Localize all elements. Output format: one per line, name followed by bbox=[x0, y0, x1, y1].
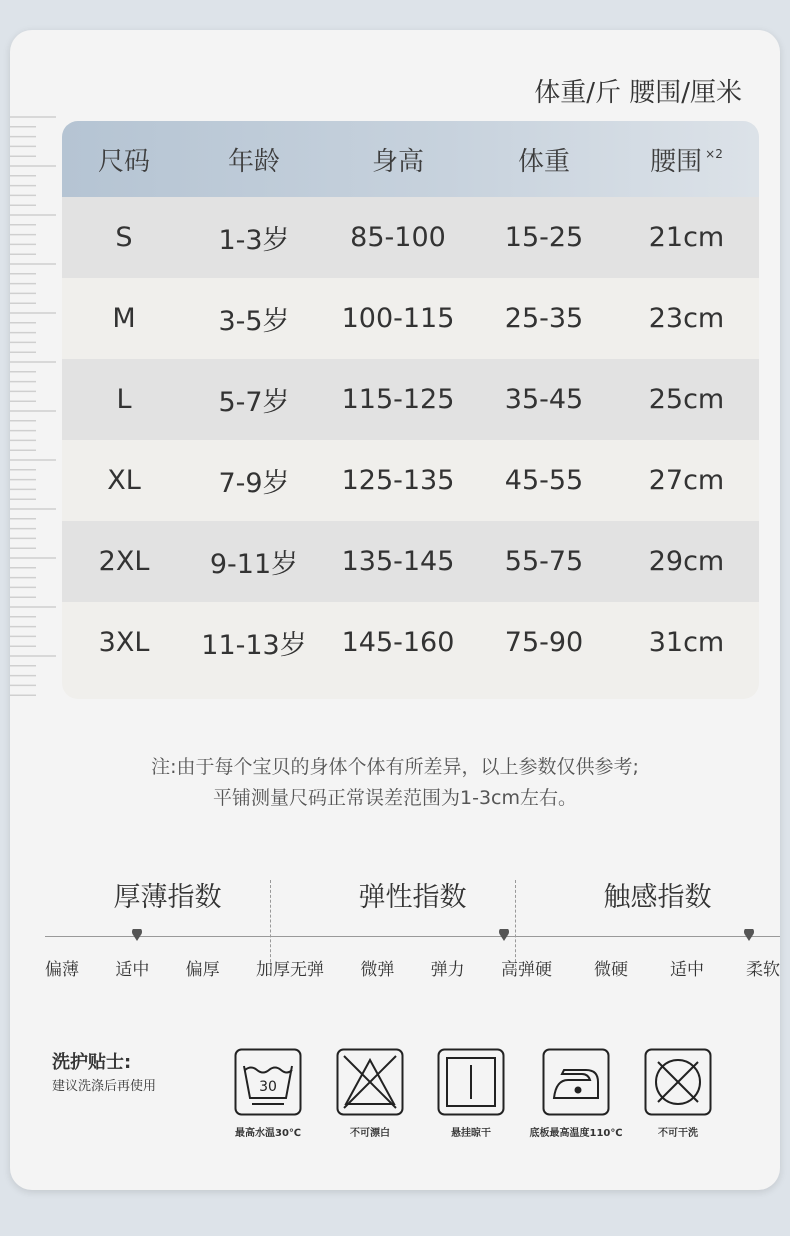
care-label-wash: 最高水温30℃ bbox=[234, 1128, 302, 1139]
care-label-no-bleach: 不可漂白 bbox=[350, 1128, 390, 1139]
cell-waist: 23cm bbox=[648, 303, 725, 334]
hang-dry-icon bbox=[437, 1048, 505, 1116]
header-age: 年龄 bbox=[227, 146, 280, 177]
table-row bbox=[62, 602, 759, 683]
cell-height: 145-160 bbox=[341, 627, 455, 658]
table-row bbox=[62, 440, 759, 521]
index-thickness bbox=[45, 880, 290, 980]
cell-waist: 27cm bbox=[648, 465, 725, 496]
cell-age: 11-13岁 bbox=[201, 630, 307, 661]
cell-waist: 25cm bbox=[648, 384, 725, 415]
index-track bbox=[45, 936, 290, 937]
cell-size: L bbox=[116, 384, 132, 415]
cell-size: XL bbox=[107, 465, 141, 496]
cell-weight: 75-90 bbox=[504, 627, 584, 658]
care-item-no-dry-clean bbox=[618, 1048, 738, 1139]
index-marker-icon bbox=[744, 929, 754, 941]
index-track bbox=[535, 936, 780, 937]
care-subtitle: 建议洗涤后再使用 bbox=[52, 1079, 157, 1094]
cell-age: 7-9岁 bbox=[218, 468, 290, 499]
index-level: 偏厚 bbox=[185, 960, 220, 980]
index-title: 触感指数 bbox=[603, 882, 712, 913]
cell-age: 9-11岁 bbox=[209, 549, 299, 580]
index-levels bbox=[535, 955, 780, 980]
cell-height: 85-100 bbox=[350, 222, 446, 253]
table-header bbox=[62, 121, 759, 197]
cell-size: 3XL bbox=[98, 627, 150, 658]
index-title: 弹性指数 bbox=[358, 882, 467, 913]
index-level: 适中 bbox=[115, 960, 150, 980]
care-label-hang-dry: 悬挂晾干 bbox=[451, 1128, 491, 1139]
iron-110-icon bbox=[542, 1048, 610, 1116]
index-level: 无弹 bbox=[290, 960, 324, 980]
unit-note: 体重/斤 腰围/厘米 bbox=[534, 78, 742, 108]
table-row bbox=[62, 197, 759, 278]
care-title: 洗护贴士: bbox=[52, 1052, 132, 1073]
index-marker-icon bbox=[499, 929, 509, 941]
cell-weight: 45-55 bbox=[504, 465, 584, 496]
cell-size: M bbox=[112, 303, 136, 334]
header-waist bbox=[614, 141, 759, 178]
cell-weight: 15-25 bbox=[504, 222, 584, 253]
index-divider bbox=[515, 880, 516, 972]
cell-height: 100-115 bbox=[341, 303, 455, 334]
header-height: 身高 bbox=[371, 146, 424, 177]
table-row bbox=[62, 278, 759, 359]
header-waist-label: 腰围 bbox=[650, 146, 703, 177]
wash-30-icon bbox=[234, 1048, 302, 1116]
index-levels bbox=[290, 955, 535, 980]
cell-age: 5-7岁 bbox=[218, 387, 290, 418]
index-elasticity bbox=[290, 880, 535, 980]
header-size: 尺码 bbox=[97, 146, 150, 177]
index-softness bbox=[535, 880, 780, 980]
size-table bbox=[62, 121, 759, 699]
waist-multiplier: ×2 bbox=[705, 146, 723, 161]
index-level: 适中 bbox=[670, 960, 704, 980]
note-line-1: 注:由于每个宝贝的身体个体有所差异，以上参数仅供参考; bbox=[151, 756, 639, 778]
index-title: 厚薄指数 bbox=[113, 882, 222, 913]
cell-weight: 25-35 bbox=[504, 303, 584, 334]
care-label-no-dry-clean: 不可干洗 bbox=[658, 1128, 698, 1139]
header-weight: 体重 bbox=[517, 146, 570, 177]
cell-size: S bbox=[115, 222, 133, 253]
index-level: 柔软 bbox=[746, 960, 780, 980]
index-divider bbox=[270, 880, 271, 972]
cell-waist: 31cm bbox=[648, 627, 725, 658]
no-dry-clean-icon bbox=[644, 1048, 712, 1116]
index-levels bbox=[45, 955, 290, 980]
cell-height: 135-145 bbox=[341, 546, 455, 577]
index-marker-icon bbox=[132, 929, 142, 941]
index-level: 弹力 bbox=[430, 960, 465, 980]
index-level: 微硬 bbox=[594, 960, 628, 980]
cell-weight: 35-45 bbox=[504, 384, 584, 415]
cell-waist: 21cm bbox=[648, 222, 725, 253]
index-level: 加厚 bbox=[255, 960, 290, 980]
index-level: 硬 bbox=[535, 960, 552, 980]
cell-size: 2XL bbox=[98, 546, 150, 577]
ruler-decoration bbox=[10, 115, 56, 705]
table-body bbox=[62, 197, 759, 683]
cell-age: 1-3岁 bbox=[218, 225, 290, 256]
no-bleach-icon bbox=[336, 1048, 404, 1116]
index-level: 高弹 bbox=[500, 960, 535, 980]
cell-waist: 29cm bbox=[648, 546, 725, 577]
table-row bbox=[62, 359, 759, 440]
cell-height: 115-125 bbox=[341, 384, 455, 415]
wash-temp: 30 bbox=[259, 1079, 277, 1095]
index-track bbox=[290, 936, 535, 937]
note-line-2: 平铺测量尺码正常误差范围为1-3cm左右。 bbox=[213, 787, 577, 809]
index-level: 微弹 bbox=[360, 960, 395, 980]
care-item-hang-dry bbox=[411, 1048, 531, 1139]
care-label-iron: 底板最高温度110℃ bbox=[529, 1128, 623, 1139]
cell-weight: 55-75 bbox=[504, 546, 584, 577]
cell-height: 125-135 bbox=[341, 465, 455, 496]
table-row bbox=[62, 521, 759, 602]
index-level: 偏薄 bbox=[45, 960, 79, 980]
cell-age: 3-5岁 bbox=[218, 306, 290, 337]
